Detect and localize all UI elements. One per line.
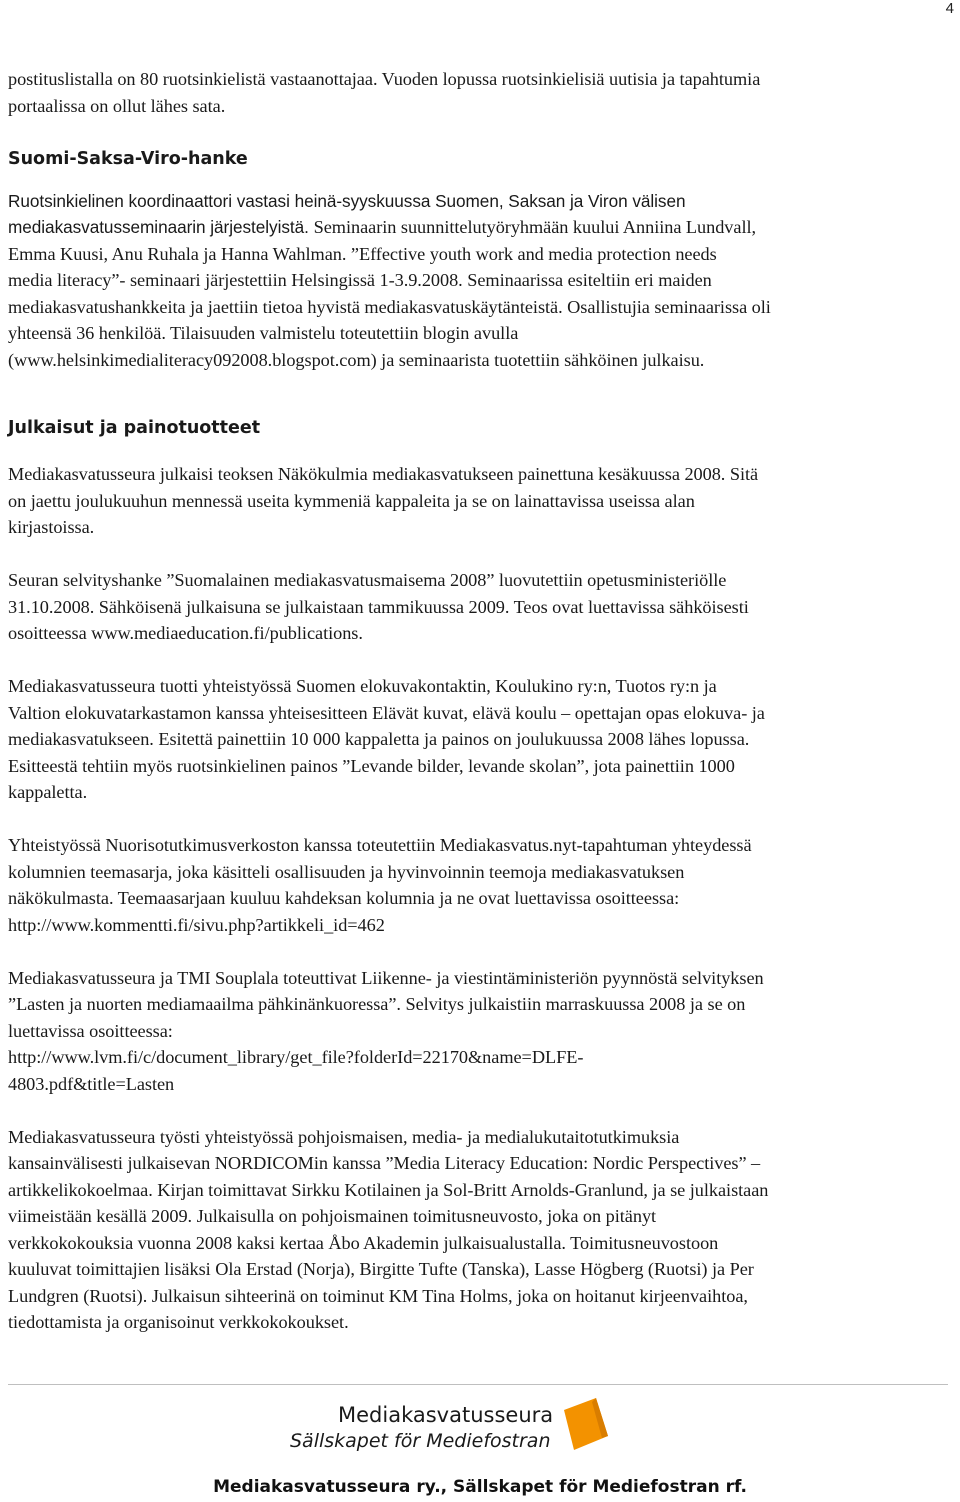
text-line: mediakasvatushankkeita ja jaettiin tietoa hyvistä mediakasvatuskäytänteistä. Osallistujia seminaarissa oli [8,296,771,317]
text-line: kolumnien teemasarja, joka käsitteli osallisuuden ja hyvinvoinnin teemoja mediakasvatuksen [8,861,685,882]
text-line: viimeistään kesällä 2009. Julkaisulla on pohjoismainen toimitusneuvosto, joka on pitänyt [8,1206,657,1226]
text-line: Lundgren (Ruotsi). Julkaisun sihteerinä on toiminut KM Tina Holms, joka on hoitanut kirjeenvaihtoa, [8,1285,748,1306]
text-line: tiedottamista ja organisoinut verkkokokoukset. [8,1312,349,1332]
document-body [8,66,953,1336]
paragraph-project [8,188,953,374]
paragraph-intro [8,66,953,119]
text-line: Valtion elokuvatarkastamon kanssa yhteisesitteen Elävät kuvat, elävä koulu – opettajan opas elokuva- ja [8,702,765,723]
text-line: Mediakasvatusseura tuotti yhteistyössä Suomen elokuvakontaktin, Koulukino ry:n, Tuotos ry:n ja [8,676,717,696]
text-line: kuuluvat toimittajien lisäksi Ola Erstad (Norja), Birgitte Tufte (Tanska), Lasse Högberg (Ruotsi) ja Per [8,1259,754,1279]
text-line: ”Lasten ja nuorten mediamaailma pähkinänkuoressa”. Selvitys julkaistiin marraskuussa 2008 ja se on [8,994,746,1014]
paragraph [8,461,953,541]
text-line: Mediakasvatusseura työsti yhteistyössä pohjoismaisen, media- ja medialukutaitotutkimuksia [8,1126,680,1147]
logo-name-swedish: Sällskapet för Mediefostran [290,1430,551,1452]
logo-name-finnish: Mediakasvatusseura [338,1403,554,1427]
footer-organization: Mediakasvatusseura ry., Sällskapet för Mediefostran rf. [213,1477,747,1497]
text-line: Ruotsinkielinen koordinaattori vastasi heinä-syyskuussa Suomen, Saksan ja Viron välisen [8,190,686,211]
text-line: artikkelikokoelmaa. Kirjan toimittavat Sirkku Kotilainen ja Sol-Britt Arnolds-Granlund, ja se julkaistaan [8,1179,769,1200]
text-line: portaalissa on ollut lähes sata. [8,95,226,116]
text-line: http://www.kommentti.fi/sivu.php?artikkeli_id=462 [8,914,385,935]
text-line: mediakasvatukseen. Esitettä painettiin 10 000 kappaletta ja painos on joulukuussa 2008 lähes lopussa. [8,729,750,749]
text-line: luettavissa osoitteessa: [8,1020,173,1041]
text-line: yhteensä 36 henkilöä. Tilaisuuden valmistelu toteutettiin blogin avulla [8,323,519,343]
footer-divider [8,1384,948,1385]
section-heading-publications: Julkaisut ja painotuotteet [8,418,261,438]
paragraph [8,965,953,1098]
text-line: http://www.lvm.fi/c/document_library/get_file?folderId=22170&name=DLFE- [8,1047,584,1067]
text-line: Mediakasvatusseura ja TMI Souplala toteuttivat Liikenne- ja viestintäministeriön pyynnöstä selvityksen [8,967,764,988]
text-line: 31.10.2008. Sähköisenä julkaisuna se julkaistaan tammikuussa 2009. Teos ovat luettavissa sähköisesti [8,596,749,617]
section-heading-project: Suomi-Saksa-Viro-hanke [8,148,248,169]
paragraph [8,673,953,806]
text-line: Mediakasvatusseura julkaisi teoksen Näkökulmia mediakasvatukseen painettuna kesäkuussa 2008. Sitä [8,464,759,484]
text-line: osoitteessa www.mediaeducation.fi/publications. [8,623,363,643]
text-span: mediakasvatusseminaarin järjestelyistä. [8,217,314,237]
page-number: 4 [945,0,954,17]
orange-page-logo-icon [556,1396,612,1452]
text-line: Esitteestä tehtiin myös ruotsinkielinen painos ”Levande bilder, levande skolan”, jota painettiin 1000 [8,755,735,776]
text-line: kirjastoissa. [8,517,95,537]
paragraph [8,1124,953,1336]
text-line: Seuran selvityshanke ”Suomalainen mediakasvatusmaisema 2008” luovutettiin opetusministeriölle [8,570,727,590]
text-line: Emma Kuusi, Anu Ruhala ja Hanna Wahlman. ”Effective youth work and media protection needs [8,243,717,264]
text-line: Yhteistyössä Nuorisotutkimusverkoston kanssa toteutettiin Mediakasvatus.nyt-tapahtuman yhteydessä [8,835,752,855]
text-line: media literacy”- seminaari järjestettiin Helsingissä 1-3.9.2008. Seminaarissa esiteltiin eri maiden [8,270,712,290]
text-line: kansainvälisesti julkaisevan NORDICOMin kanssa ”Media Literacy Education: Nordic Perspectives” – [8,1153,761,1173]
text-line: 4803.pdf&title=Lasten [8,1073,175,1094]
text-span: Seminaarin suunnittelutyöryhmään kuului Anniina Lundvall, [313,217,757,237]
text-line: kappaletta. [8,782,88,802]
text-line: verkkokokouksia vuonna 2008 kaksi kertaa Åbo Akademin julkaisualustalla. Toimitusneuvostoon [8,1232,719,1253]
text-line: postituslistalla on 80 ruotsinkielistä vastaanottajaa. Vuoden lopussa ruotsinkielisiä uutisia ja tapahtumia [8,69,761,89]
text-line: näkökulmasta. Teemaasarjaan kuuluu kahdeksan kolumnia ja ne ovat luettavissa osoitteessa: [8,888,680,908]
paragraph [8,567,953,647]
paragraph [8,832,953,938]
text-line: (www.helsinkimedialiteracy092008.blogspot.com) ja seminaarista tuotettiin sähköinen julkaisu. [8,349,705,370]
text-line: on jaettu joulukuuhun mennessä useita kymmeniä kappaleita ja se on lainattavissa useissa alan [8,490,695,511]
